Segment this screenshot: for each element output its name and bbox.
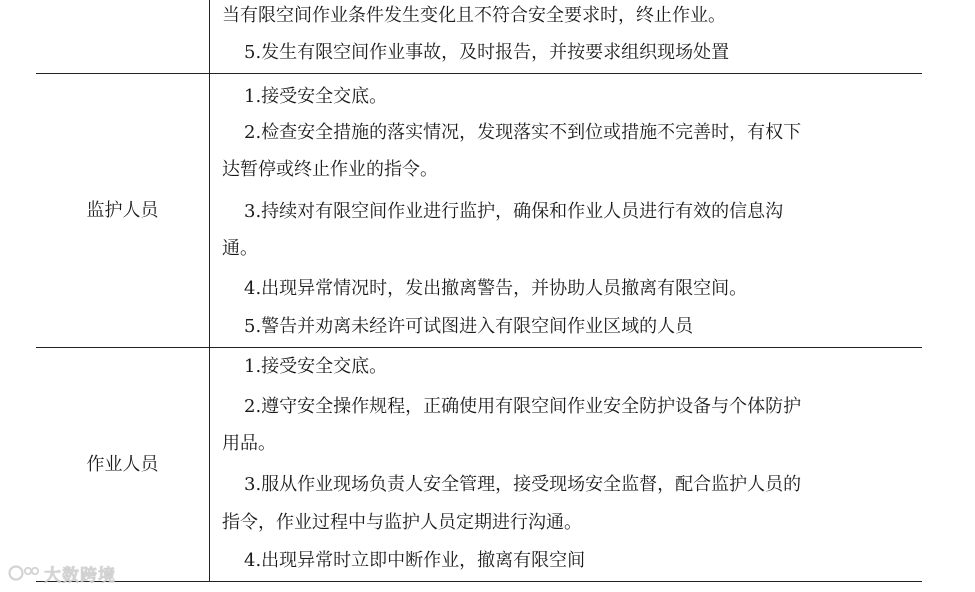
text-line: 1.接受安全交底。 [244,356,388,377]
text-line: 5.警告并劝离未经许可试图进入有限空间作业区域的人员 [244,316,694,337]
row-divider [36,73,922,74]
text-line: 5.发生有限空间作业事故，及时报告，并按要求组织现场处置 [244,42,730,63]
role-cell: 监护人员 [86,200,159,221]
text-line: 2.检查安全措施的落实情况，发现落实不到位或措施不完善时，有权下 [244,122,802,143]
text-line: 3.持续对有限空间作业进行监护，确保和作业人员进行有效的信息沟 [244,201,784,222]
text-line: 当有限空间作业条件发生变化且不符合安全要求时，终止作业。 [222,5,726,26]
watermark-text: 大数跨境 [44,565,116,586]
text-line: 3.服从作业现场负责人安全管理，接受现场安全监督，配合监护人员的 [244,474,802,495]
text-line: 1.接受安全交底。 [244,86,388,107]
text-line: 2.遵守安全操作规程，正确使用有限空间作业安全防护设备与个体防护 [244,396,802,417]
text-line: 指令，作业过程中与监护人员定期进行沟通。 [222,512,582,533]
text-line: 达暂停或终止作业的指令。 [222,159,438,180]
table-bottom-border [36,581,922,582]
watermark-logo-icon [8,562,40,584]
text-line: 4.出现异常情况时，发出撤离警告，并协助人员撤离有限空间。 [244,278,748,299]
watermark [8,560,116,586]
text-line: 通。 [222,238,258,259]
row-divider [36,347,922,348]
column-divider [209,0,210,582]
text-line: 4.出现异常时立即中断作业，撤离有限空间 [244,550,586,571]
role-cell: 作业人员 [86,454,159,475]
text-line: 用品。 [222,433,276,454]
